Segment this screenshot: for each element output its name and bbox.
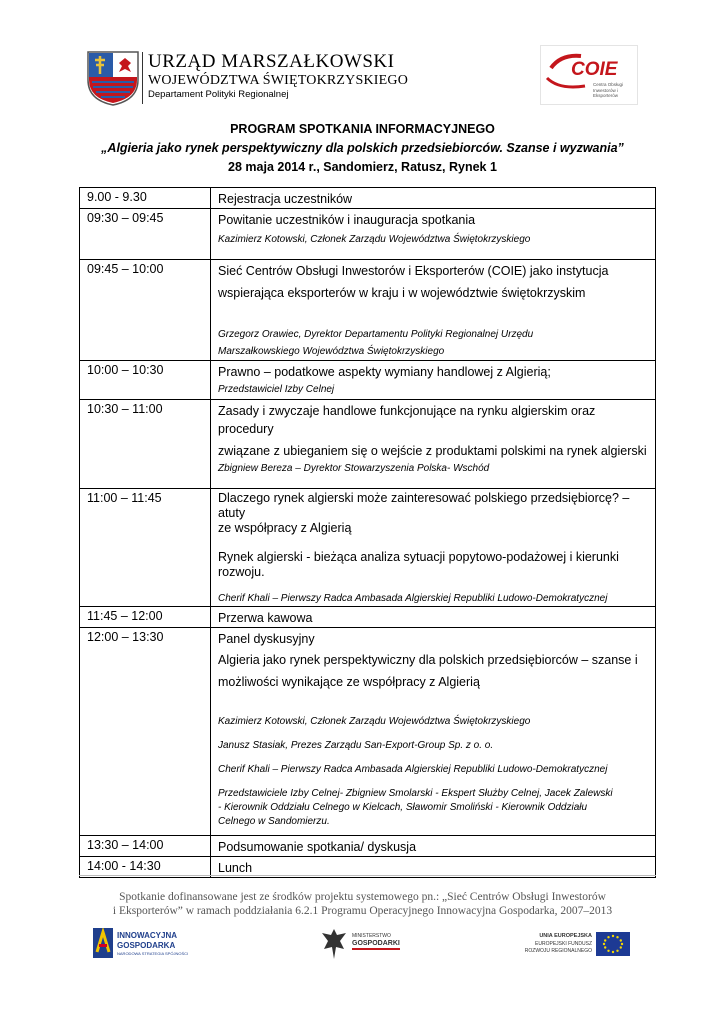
agenda-text: Rynek algierski - bieżąca analiza sytuacji popytowo-podażowej i kierunki: [218, 550, 619, 564]
agenda-text: ze współpracy z Algierią: [218, 521, 352, 535]
coat-of-arms-icon: [86, 50, 140, 106]
agenda-text: Podsumowanie spotkania/ dyskusja: [218, 840, 417, 854]
logo3-line3: ROZWOJU REGIONALNEGO: [524, 948, 592, 954]
page-header: [0, 0, 725, 115]
org-line1: URZĄD MARSZAŁKOWSKI: [148, 51, 395, 72]
title-line1: PROGRAM SPOTKANIA INFORMACYJNEGO: [230, 122, 495, 136]
agenda-text: Sieć Centrów Obsługi Inwestorów i Eksporterów (COIE) jako instytucja: [218, 264, 609, 278]
table-row: [80, 188, 656, 209]
speaker-note: Zbigniew Bereza – Dyrektor Stowarzyszenia Polska- Wschód: [218, 463, 490, 474]
speaker-note: Przedstawiciel Izby Celnej: [218, 384, 335, 395]
speaker-note: Grzegorz Orawiec, Dyrektor Departamentu Polityki Regionalnej Urzędu: [218, 329, 534, 340]
coie-logo: [540, 45, 638, 105]
time-cell: 10:30 – 11:00: [80, 400, 211, 489]
time-cell: 11:45 – 12:00: [80, 607, 211, 628]
agenda-text: Przerwa kawowa: [218, 611, 313, 625]
innowacyjna-gospodarka-logo: [93, 925, 203, 965]
speaker-note: Janusz Stasiak, Prezes Zarządu San-Export-Group Sp. z o. o.: [218, 740, 494, 751]
agenda-cell: [211, 628, 656, 836]
ministerstwo-gospodarki-logo: [320, 925, 410, 965]
table-row: [80, 260, 656, 361]
logo3-line1: UNIA EUROPEJSKA: [539, 933, 592, 939]
coie-text: COIE: [571, 59, 618, 80]
funding-line2: i Eksporterów” w ramach poddziałania 6.2.1 Programu Operacyjnego Innowacyjna Gospodarka, 2007–2013: [112, 905, 613, 917]
agenda-text: Powitanie uczestników i inauguracja spotkania: [218, 213, 476, 227]
speaker-note: - Kierownik Oddziału Celnego w Kielcach, Sławomir Smoliński - Kierownik Oddziału: [218, 802, 588, 813]
agenda-text: Panel dyskusyjny: [218, 632, 315, 646]
org-line2: WOJEWÓDZTWA ŚWIĘTOKRZYSKIEGO: [148, 73, 409, 88]
agenda-text: Algieria jako rynek perspektywiczny dla polskich przedsiębiorców – szanse i: [218, 653, 638, 667]
title-line3: 28 maja 2014 r., Sandomierz, Ratusz, Rynek 1: [228, 160, 497, 174]
table-row: [80, 607, 656, 628]
logo1-line1: INNOWACYJNA: [117, 931, 178, 940]
agenda-cell: [211, 209, 656, 260]
time-cell: 09:30 – 09:45: [80, 209, 211, 260]
coie-sub1: Centra Obsługi: [593, 82, 624, 87]
agenda-text: możliwości wynikające ze współpracy z Algierią: [218, 675, 480, 689]
logo1-line2: GOSPODARKA: [117, 941, 176, 950]
time-cell: 11:00 – 11:45: [80, 489, 211, 607]
agenda-cell: [211, 607, 656, 628]
agenda-text: związane z ubieganiem się o wejście z produktami polskimi na rynek algierski: [218, 444, 647, 458]
organization-name: [148, 52, 408, 101]
org-line3: Departament Polityki Regionalnej: [148, 89, 289, 100]
logo1-line3: NARODOWA STRATEGIA SPÓJNOŚCI: [117, 951, 189, 956]
speaker-note: Przedstawiciele Izby Celnej- Zbigniew Smolarski - Ekspert Służby Celnej, Jacek Zalewski: [218, 788, 613, 799]
table-row: [80, 836, 656, 857]
document-title: [0, 120, 725, 177]
agenda-text: Prawno – podatkowe aspekty wymiany handlowej z Algierią;: [218, 365, 551, 379]
speaker-note: Cherif Khali – Pierwszy Radca Ambasada Algierskiej Republiki Ludowo-Demokratycznej: [218, 593, 608, 604]
agenda-text: wspierająca eksporterów w kraju i w województwie świętokrzyskim: [218, 286, 586, 300]
agenda-text: Lunch: [218, 861, 253, 875]
time-cell: 14:00 - 14:30: [80, 857, 211, 878]
agenda-cell: [211, 361, 656, 400]
table-row: [80, 489, 656, 607]
funding-note: [60, 890, 665, 918]
agenda-cell: [211, 836, 656, 857]
agenda-cell: [211, 489, 656, 607]
speaker-note: Kazimierz Kotowski, Członek Zarządu Województwa Świętokrzyskiego: [218, 716, 531, 727]
coie-sub2: Inwestorów i Eksporterów: [593, 88, 619, 98]
speaker-note: Cherif Khali – Pierwszy Radca Ambasada Algierskiej Republiki Ludowo-Demokratycznej: [218, 764, 608, 775]
schedule-table: [79, 187, 656, 878]
agenda-text: Zasady i zwyczaje handlowe funkcjonujące na rynku algierskim oraz procedury: [218, 404, 596, 436]
funding-line1: Spotkanie dofinansowane jest ze środków projektu systemowego pn.: „Sieć Centrów Obsługi Inwestorów: [119, 891, 606, 903]
table-row: [80, 400, 656, 489]
logo2-line1: MINISTERSTWO: [352, 933, 391, 939]
agenda-cell: [211, 400, 656, 489]
agenda-cell: [211, 260, 656, 361]
innovation-icon: [93, 928, 113, 958]
unia-europejska-logo: [512, 925, 632, 965]
agenda-text: Rejestracja uczestników: [218, 192, 353, 206]
agenda-cell: [211, 188, 656, 209]
header-separator: [142, 52, 143, 104]
eu-flag-icon: [596, 932, 630, 956]
speaker-note: Celnego w Sandomierzu.: [218, 816, 330, 827]
eagle-icon: [320, 927, 348, 961]
speaker-note: Kazimierz Kotowski, Członek Zarządu Województwa Świętokrzyskiego: [218, 234, 531, 245]
time-cell: 12:00 – 13:30: [80, 628, 211, 836]
time-cell: 10:00 – 10:30: [80, 361, 211, 400]
table-row: [80, 209, 656, 260]
agenda-text: rozwoju.: [218, 565, 265, 579]
table-row: [80, 361, 656, 400]
time-cell: 13:30 – 14:00: [80, 836, 211, 857]
agenda-text: Dlaczego rynek algierski może zainteresować polskiego przedsiębiorcę? – atuty: [218, 491, 630, 520]
speaker-note: Marszałkowskiego Województwa Świętokrzyskiego: [218, 346, 445, 357]
logo3-line2: EUROPEJSKI FUNDUSZ: [535, 941, 592, 947]
time-cell: 09:45 – 10:00: [80, 260, 211, 361]
logo2-line2: GOSPODARKI: [352, 940, 400, 950]
footer-line: [79, 875, 656, 876]
time-cell: 9.00 - 9.30: [80, 188, 211, 209]
table-row: [80, 628, 656, 836]
title-line2: „Algieria jako rynek perspektywiczny dla polskich przedsiebiorców. Szanse i wyzwania”: [101, 141, 624, 155]
